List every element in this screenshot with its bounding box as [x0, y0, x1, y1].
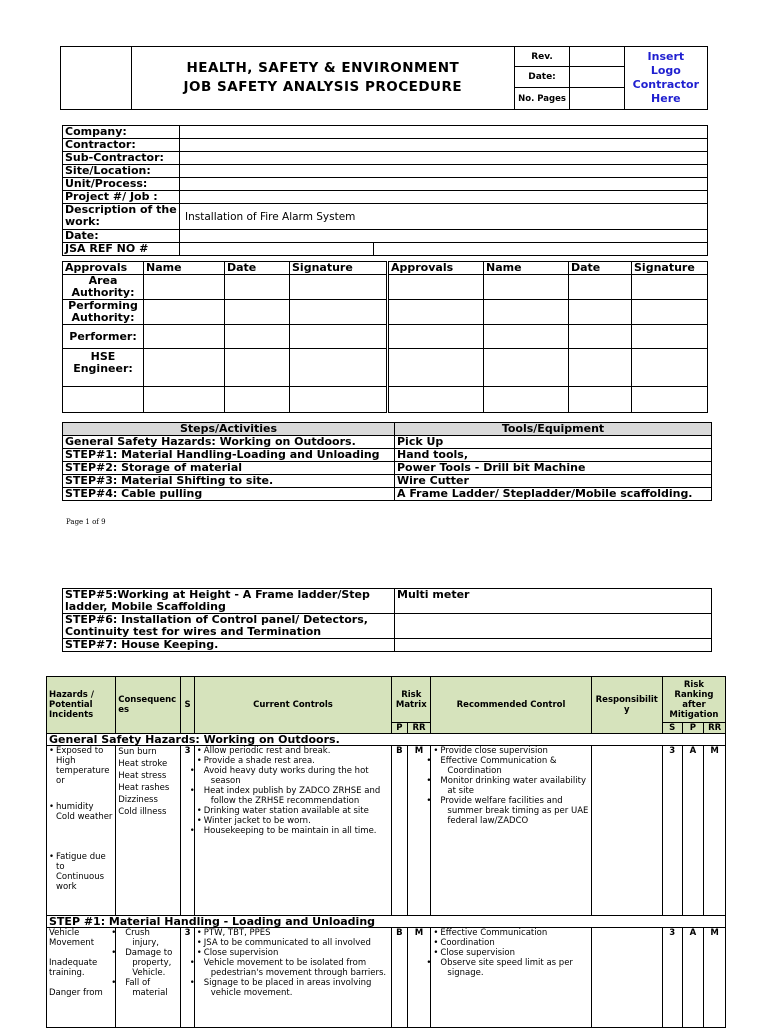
- recommended-item: • Observe site speed limit as per signage.: [433, 958, 588, 978]
- signature-header: Signature: [290, 262, 388, 275]
- approval-row-label: Area Authority:: [63, 275, 144, 300]
- control-item: • JSA to be communicated to all involved: [197, 938, 389, 948]
- recommended-item: • Effective Communication: [433, 928, 588, 938]
- name-header-2: Name: [484, 262, 569, 275]
- approval-row-label: Performing Authority:: [63, 300, 144, 325]
- step-cell: STEP#2: Storage of material: [63, 462, 395, 475]
- approval-name-cell[interactable]: [144, 387, 225, 413]
- control-item: • Housekeeping to be maintain in all time.: [197, 826, 389, 836]
- pages-label: No. Pages: [515, 88, 570, 110]
- rr-cell: M: [407, 928, 431, 1028]
- s-cell: 3: [181, 746, 194, 916]
- title-line-1: HEALTH, SAFETY & ENVIRONMENT: [186, 60, 460, 76]
- pages-value[interactable]: [569, 88, 624, 110]
- approval-name-cell[interactable]: [484, 349, 569, 387]
- tool-cell: A Frame Ladder/ Stepladder/Mobile scaffolding.: [395, 488, 712, 501]
- s2-cell: 3: [662, 928, 682, 1028]
- approval-signature-cell[interactable]: [290, 349, 388, 387]
- project-value[interactable]: [180, 191, 708, 204]
- tool-cell: Power Tools - Drill bit Machine: [395, 462, 712, 475]
- s2-header: S: [662, 723, 682, 734]
- approval-date-cell[interactable]: [569, 349, 632, 387]
- recommended-header: Recommended Control: [431, 677, 591, 734]
- subcontractor-label: Sub-Contractor:: [63, 152, 180, 165]
- recommended-item: • Coordination: [433, 938, 588, 948]
- hazards-header: Hazards / Potential Incidents: [47, 677, 116, 734]
- hazard-item: Inadequate training.: [49, 958, 98, 978]
- tool-cell: Hand tools,: [395, 449, 712, 462]
- site-label: Site/Location:: [63, 165, 180, 178]
- consequence-item: Heat stroke: [118, 759, 168, 769]
- consequence-item: Sun burn: [118, 747, 157, 757]
- step-cell: STEP#5:Working at Height - A Frame ladder/Step ladder, Mobile Scaffolding: [63, 589, 395, 614]
- approval-signature-cell[interactable]: [632, 349, 708, 387]
- approval-signature-cell[interactable]: [632, 325, 708, 349]
- p-cell: B: [392, 928, 408, 1028]
- rr-header: RR: [407, 723, 431, 734]
- approval-cell[interactable]: [388, 349, 484, 387]
- recommended-item: • Close supervision: [433, 948, 588, 958]
- name-header: Name: [144, 262, 225, 275]
- approval-signature-cell[interactable]: [290, 300, 388, 325]
- recommended-cell: [431, 746, 591, 916]
- step-cell: STEP#3: Material Shifting to site.: [63, 475, 395, 488]
- approval-signature-cell[interactable]: [632, 387, 708, 413]
- approval-cell[interactable]: [388, 387, 484, 413]
- hazards-cell: [47, 746, 116, 916]
- approval-name-cell[interactable]: [484, 387, 569, 413]
- consequences-header: Consequences: [116, 677, 181, 734]
- consequence-item: Dizziness: [118, 795, 158, 805]
- risk-matrix-header: Risk Matrix: [392, 677, 431, 723]
- approval-name-cell[interactable]: [484, 300, 569, 325]
- consequence-item: Heat rashes: [118, 783, 170, 793]
- rev-label: Rev.: [515, 47, 570, 67]
- consequences-cell: [116, 746, 181, 916]
- logo-left-cell: [61, 47, 132, 110]
- tool-cell: Pick Up: [395, 436, 712, 449]
- hazard-item: • Fatigue due to Continuous work: [49, 852, 113, 892]
- consequence-item: • Damage to property, Vehicle.: [118, 948, 178, 978]
- approval-signature-cell[interactable]: [632, 275, 708, 300]
- approval-date-cell[interactable]: [225, 325, 290, 349]
- title-line-2: JOB SAFETY ANALYSIS PROCEDURE: [183, 79, 463, 95]
- step-cell: STEP#4: Cable pulling: [63, 488, 395, 501]
- controls-cell: [194, 928, 391, 1028]
- consequence-item: • Fall of material: [118, 978, 178, 998]
- approval-date-cell[interactable]: [225, 275, 290, 300]
- step-cell: STEP#7: House Keeping.: [63, 639, 395, 652]
- controls-header: Current Controls: [194, 677, 391, 734]
- approval-date-cell[interactable]: [569, 325, 632, 349]
- company-value[interactable]: [180, 126, 708, 139]
- responsibility-cell[interactable]: [591, 746, 662, 916]
- recommended-item: • Provide close supervision: [433, 746, 588, 756]
- p2-cell: A: [682, 928, 704, 1028]
- recommended-cell: [431, 928, 591, 1028]
- approval-name-cell[interactable]: [484, 325, 569, 349]
- consequence-item: Cold illness: [118, 807, 167, 817]
- info-table: [62, 125, 708, 256]
- p-cell: B: [392, 746, 408, 916]
- document-title: [131, 47, 514, 110]
- approval-date-cell[interactable]: [225, 300, 290, 325]
- jsa-ref-value[interactable]: [180, 243, 374, 256]
- p2-cell: A: [682, 746, 704, 916]
- control-item: • Winter jacket to be worn.: [197, 816, 389, 826]
- contractor-value[interactable]: [180, 139, 708, 152]
- date-label: Date:: [515, 67, 570, 88]
- ranking-header: Risk Ranking after Mitigation: [662, 677, 725, 723]
- unit-label: Unit/Process:: [63, 178, 180, 191]
- header-table: [60, 46, 708, 110]
- date-label: Date:: [63, 230, 180, 243]
- contractor-label: Contractor:: [63, 139, 180, 152]
- tool-cell: [395, 614, 712, 639]
- jsa-ref-extra[interactable]: [374, 243, 708, 256]
- approval-date-cell[interactable]: [569, 275, 632, 300]
- approval-row-label: HSE Engineer:: [63, 349, 144, 387]
- description-label: Description of the work:: [63, 204, 180, 230]
- control-item: • Close supervision: [197, 948, 389, 958]
- hazard-table: [46, 676, 726, 1028]
- tool-cell: Multi meter: [395, 589, 712, 614]
- control-item: • Heat index publish by ZADCO ZRHSE and follow the ZRHSE recommendation: [197, 786, 389, 806]
- approvals-header: Approvals: [63, 262, 144, 275]
- description-value[interactable]: Installation of Fire Alarm System: [180, 204, 708, 230]
- approval-date-cell[interactable]: [225, 387, 290, 413]
- date-value[interactable]: [569, 67, 624, 88]
- tools-header: Tools/Equipment: [395, 423, 712, 436]
- approval-name-cell[interactable]: [144, 349, 225, 387]
- steps-continued-table: [62, 588, 712, 652]
- approval-cell[interactable]: [388, 275, 484, 300]
- steps-header: Steps/Activities: [63, 423, 395, 436]
- section-title: General Safety Hazards: Working on Outdoors.: [47, 734, 726, 746]
- hazards-cell: [47, 928, 116, 1028]
- approval-date-cell[interactable]: [569, 300, 632, 325]
- controls-cell: [194, 746, 391, 916]
- control-item: • Drinking water station available at site: [197, 806, 389, 816]
- signature-header-2: Signature: [632, 262, 708, 275]
- control-item: • Provide a shade rest area.: [197, 756, 389, 766]
- approval-signature-cell[interactable]: [290, 275, 388, 300]
- date-header-2: Date: [569, 262, 632, 275]
- rev-value[interactable]: [569, 47, 624, 67]
- approval-name-cell[interactable]: [144, 325, 225, 349]
- rr2-header: RR: [704, 723, 726, 734]
- recommended-item: • Effective Communication & Coordination: [433, 756, 588, 776]
- consequence-item: Heat stress: [118, 771, 167, 781]
- project-label: Project #/ Job :: [63, 191, 180, 204]
- responsibility-header: Responsibility: [591, 677, 662, 734]
- tool-cell: [395, 639, 712, 652]
- approval-cell[interactable]: [388, 325, 484, 349]
- control-item: • PTW, TBT, PPES: [197, 928, 389, 938]
- approval-date-cell[interactable]: [225, 349, 290, 387]
- approval-name-cell[interactable]: [144, 275, 225, 300]
- consequences-cell: [116, 928, 181, 1028]
- step-cell: General Safety Hazards: Working on Outdoors.: [63, 436, 395, 449]
- step-cell: STEP#6: Installation of Control panel/ Detectors, Continuity test for wires and Termination: [63, 614, 395, 639]
- s2-cell: 3: [662, 746, 682, 916]
- p-header: P: [392, 723, 408, 734]
- unit-value[interactable]: [180, 178, 708, 191]
- consequence-item: • Crush injury,: [118, 928, 178, 948]
- p2-header: P: [682, 723, 704, 734]
- date-header: Date: [225, 262, 290, 275]
- approval-signature-cell[interactable]: [290, 387, 388, 413]
- approvals-header-2: Approvals: [388, 262, 484, 275]
- jsa-ref-label: JSA REF NO #: [63, 243, 180, 256]
- hazard-item: • Exposed to High temperature or: [49, 746, 113, 786]
- approval-name-cell[interactable]: [484, 275, 569, 300]
- page-number: Page 1 of 9: [66, 518, 106, 526]
- approval-row-label: Performer:: [63, 325, 144, 349]
- rr2-cell: M: [704, 746, 726, 916]
- responsibility-cell[interactable]: [591, 928, 662, 1028]
- approval-cell[interactable]: [388, 300, 484, 325]
- approval-signature-cell[interactable]: [290, 325, 388, 349]
- approval-signature-cell[interactable]: [632, 300, 708, 325]
- recommended-item: • Monitor drinking water availability at site: [433, 776, 588, 796]
- control-item: • Avoid heavy duty works during the hot season: [197, 766, 389, 786]
- approval-name-cell[interactable]: [144, 300, 225, 325]
- step-cell: STEP#1: Material Handling-Loading and Unloading: [63, 449, 395, 462]
- s-cell: 3: [181, 928, 194, 1028]
- date-value[interactable]: [180, 230, 708, 243]
- tool-cell: Wire Cutter: [395, 475, 712, 488]
- site-value[interactable]: [180, 165, 708, 178]
- approval-cell[interactable]: [63, 387, 144, 413]
- approvals-table: [62, 261, 708, 413]
- hazard-item: Vehicle Movement: [49, 928, 95, 948]
- steps-table: [62, 422, 712, 501]
- control-item: • Signage to be placed in areas involving vehicle movement.: [197, 978, 389, 998]
- control-item: • Vehicle movement to be isolated from pedestrian's movement through barriers.: [197, 958, 389, 978]
- hazard-item: Danger from: [49, 988, 103, 998]
- control-item: • Allow periodic rest and break.: [197, 746, 389, 756]
- s-header: S: [181, 677, 194, 734]
- insert-logo: Insert Logo Contractor Here: [624, 47, 707, 110]
- company-label: Company:: [63, 126, 180, 139]
- rr2-cell: M: [704, 928, 726, 1028]
- hazard-item: • humidity Cold weather: [49, 802, 113, 822]
- section-title: STEP #1: Material Handling - Loading and Unloading: [47, 916, 726, 928]
- subcontractor-value[interactable]: [180, 152, 708, 165]
- approval-date-cell[interactable]: [569, 387, 632, 413]
- rr-cell: M: [407, 746, 431, 916]
- recommended-item: • Provide welfare facilities and summer break timing as per UAE federal law/ZADCO: [433, 796, 588, 826]
